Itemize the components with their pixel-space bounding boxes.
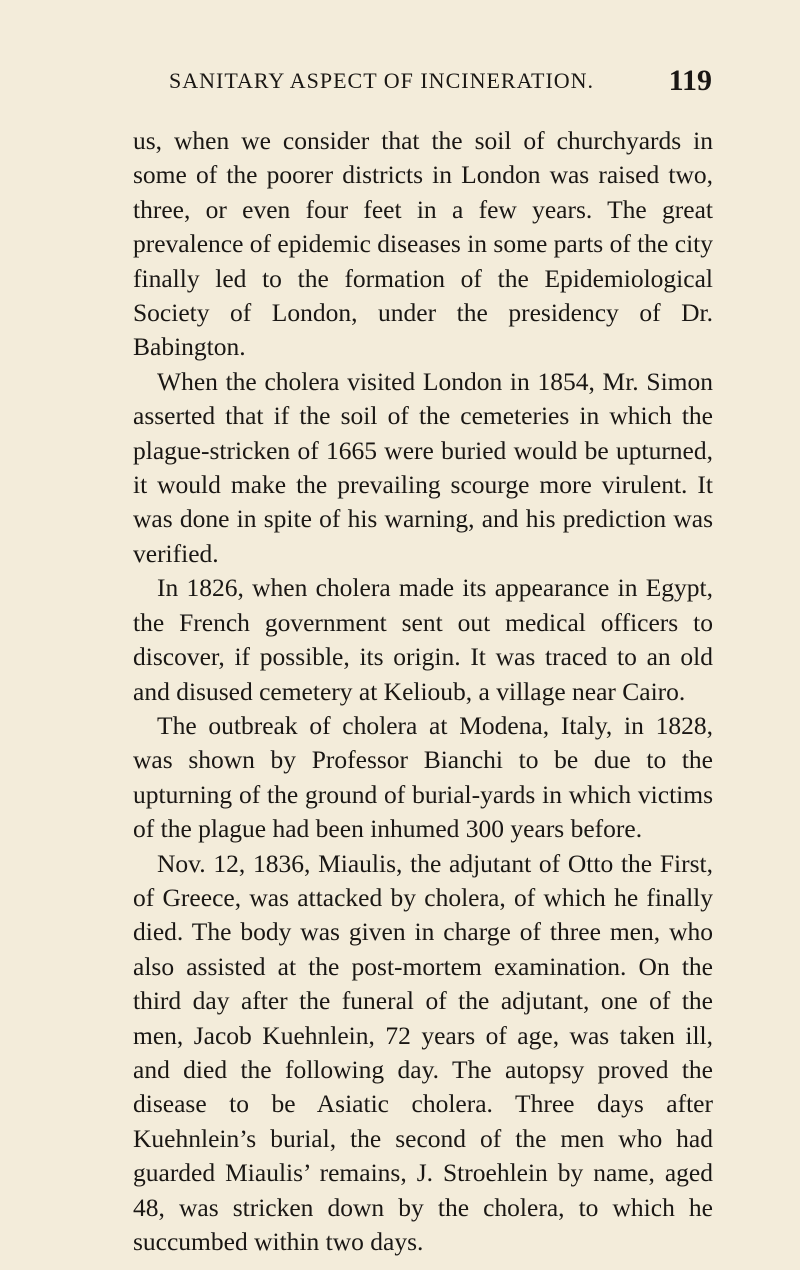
running-head <box>133 64 712 104</box>
body-text <box>133 124 713 1259</box>
page-number: 119 <box>668 64 712 97</box>
paragraph-miaulis-1836: Nov. 12, 1836, Miaulis, the adjutant of Otto the First, of Greece, was attacked by cholera, of which he finally died. The body was given in charge of three men, who also assisted at the post-mortem examination. On the third day after the funeral of the adjutant, one of the men, Jacob Kuehnlein, 72 years of age, was taken ill, and died the following day. The autopsy proved the disease to be Asiatic cholera. Three days after Kuehnlein’s burial, the second of the men who had guarded Miaulis’ remains, J. Stroehlein by name, aged 48, was stricken down by the cholera, to which he succumbed within two days. <box>133 848 713 1256</box>
paragraph-churchyard-soil: us, when we consider that the soil of churchyards in some of the poorer districts in London was raised two, three, or even four feet in a few years. The great prevalence of epidemic diseases in some parts of the city finally led to the formation of the Epidemiological Society of London, under the presidency of Dr. Babington. <box>133 126 713 362</box>
paragraph-modena-outbreak-1828: The outbreak of cholera at Modena, Italy, in 1828, was shown by Professor Bianchi to be due to the upturning of the ground of burial-yards in which victims of the plague had been inhumed 300 years before. <box>133 710 713 844</box>
running-title: SANITARY ASPECT OF INCINERATION. <box>169 68 595 93</box>
paragraph-london-cholera-1854: When the cholera visited London in 1854, Mr. Simon asserted that if the soil of the cemeteries in which the plague-stricken of 1665 were buried would be upturned, it would make the prevailing scourge more virulent. It was done in spite of his warning, and his prediction was verified. <box>133 366 713 568</box>
paragraph-egypt-cholera-1826: In 1826, when cholera made its appearance in Egypt, the French government sent out medical officers to discover, if possible, its origin. It was traced to an old and disused cemetery at Kelioub, a village near Cairo. <box>133 573 713 706</box>
